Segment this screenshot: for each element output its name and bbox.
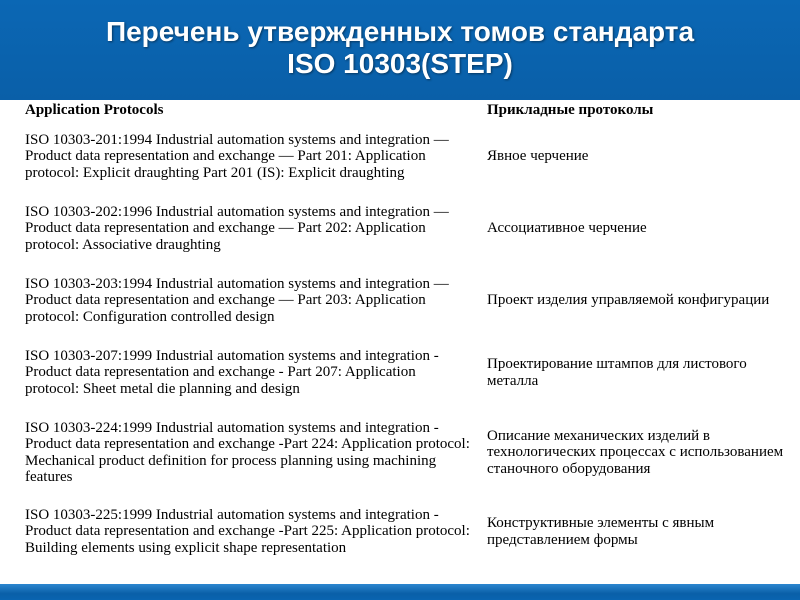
protocol-en-cell: ISO 10303-225:1999 Industrial automation systems and integration - Product data representation and exchange -Part 225: Application protocol: Building elements using explicit shape representation xyxy=(25,506,470,556)
slide-title-line-2: ISO 10303(STEP) xyxy=(287,48,513,79)
protocol-en-cell: ISO 10303-224:1999 Industrial automation systems and integration - Product data representation and exchange -Part 224: Application protocol: Mechanical product definition for process planning using machining features xyxy=(25,419,470,485)
slide-title-line-1: Перечень утвержденных томов стандарта xyxy=(105,16,695,47)
protocols-table xyxy=(22,100,794,567)
protocol-ru-cell: Проектирование штампов для листового металла xyxy=(487,356,747,389)
slide-content xyxy=(0,100,800,584)
table-row xyxy=(22,337,794,409)
protocol-ru-cell: Ассоциативное черчение xyxy=(487,220,647,237)
slide-title xyxy=(0,16,800,80)
table-row xyxy=(22,409,794,497)
title-band xyxy=(0,0,800,100)
protocol-en-cell: ISO 10303-201:1994 Industrial automation systems and integration — Product data representation and exchange — Part 201: Application protocol: Explicit draughting Part 201 (IS): Explicit draughting xyxy=(25,131,449,181)
protocol-en-cell: ISO 10303-203:1994 Industrial automation systems and integration — Product data representation and exchange — Part 203: Application protocol: Configuration controlled design xyxy=(25,275,449,325)
protocol-ru-cell: Проект изделия управляемой конфигурации xyxy=(487,292,770,309)
protocol-en-cell: ISO 10303-202:1996 Industrial automation systems and integration — Product data representation and exchange — Part 202: Application protocol: Associative draughting xyxy=(25,203,449,253)
table-row xyxy=(22,497,794,567)
table-row xyxy=(22,121,794,193)
bottom-band xyxy=(0,584,800,600)
header-prikladnye-protokoly: Прикладные протоколы xyxy=(487,102,654,118)
protocol-ru-cell: Явное черчение xyxy=(487,148,589,165)
protocol-ru-cell: Конструктивные элементы с явным представлением формы xyxy=(487,515,715,548)
table-header-row xyxy=(22,100,794,121)
table-row xyxy=(22,265,794,337)
header-application-protocols: Application Protocols xyxy=(25,102,164,118)
table-row xyxy=(22,193,794,265)
protocol-ru-cell: Описание механических изделий в технологических процессах с использованием станочного оборудования xyxy=(487,427,784,477)
protocol-en-cell: ISO 10303-207:1999 Industrial automation systems and integration - Product data representation and exchange - Part 207: Application protocol: Sheet metal die planning and design xyxy=(25,347,439,397)
